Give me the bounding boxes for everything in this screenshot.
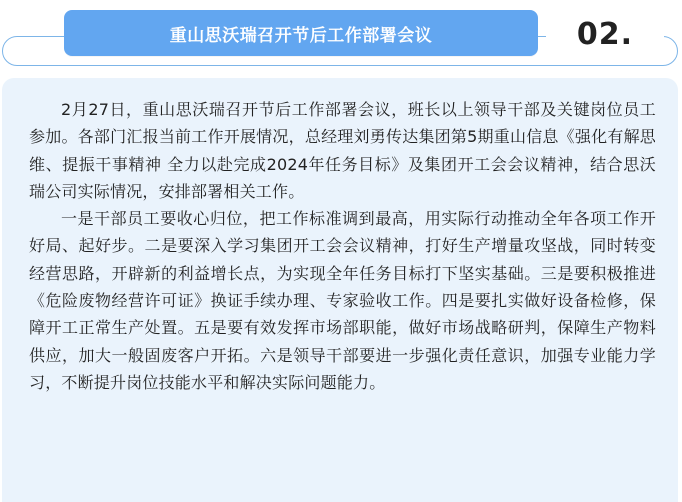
- article-paragraph-1: 2月27日，重山思沃瑞召开节后工作部署会议，班长以上领导干部及关键岗位员工参加。各部门汇报当前工作开展情况，总经理刘勇传达集团第5期重山信息《强化有解思维、提振干事精神 全力以赴完成2024年任务目标》及集团开工会会议精神，结合思沃瑞公司实际情况，安排部署相关工作。: [29, 100, 656, 201]
- section-number: 02.: [576, 16, 634, 52]
- section-title: 重山思沃瑞召开节后工作部署会议: [64, 10, 538, 56]
- article-paragraph-2: 一是干部员工要收心归位，把工作标准调到最高，用实际行动推动全年各项工作开好局、起好步。二是要深入学习集团开工会会议精神，打好生产增量攻坚战，同时转变经营思路，开辟新的利益增长点，为实现全年任务目标打下坚实基础。三是要积极推进《危险废物经营许可证》换证手续办理、专家验收工作。四是要扎实做好设备检修，保障开工正常生产处置。五是要有效发挥市场部职能，做好市场战略研判，保障生产物料供应，加大一般固废客户开拓。六是领导干部要进一步强化责任意识，加强专业能力学习，不断提升岗位技能水平和解决实际问题能力。: [29, 209, 656, 392]
- section-number-box: [546, 14, 664, 54]
- section-header: [0, 0, 682, 72]
- article-body: [2, 78, 678, 502]
